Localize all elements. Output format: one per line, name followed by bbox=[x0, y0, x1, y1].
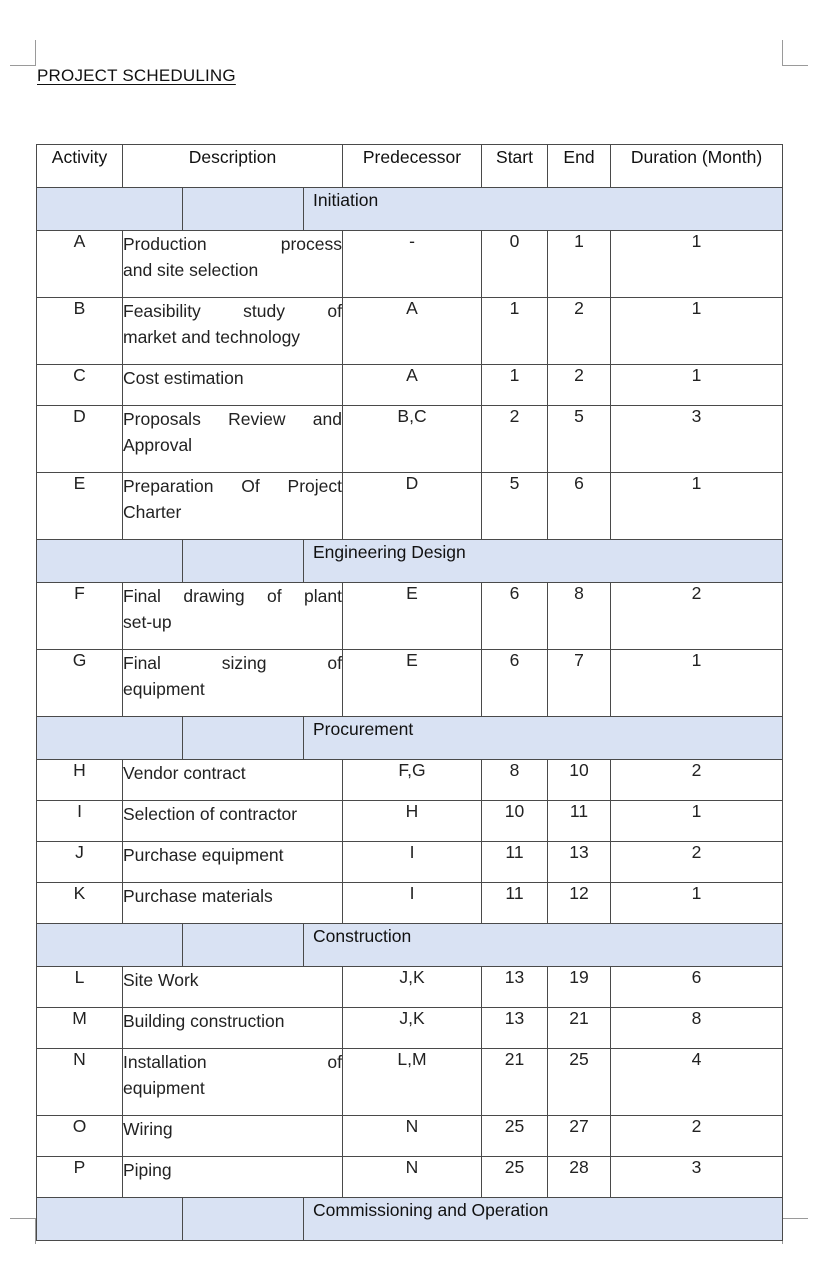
duration: 1 bbox=[611, 365, 783, 406]
activity-id: N bbox=[37, 1049, 123, 1116]
predecessor: B,C bbox=[343, 406, 482, 473]
crop-mark-top-right-h bbox=[782, 65, 808, 66]
activity-description: Cost estimation bbox=[123, 365, 343, 406]
header-predecessor: Predecessor bbox=[343, 145, 482, 188]
predecessor: J,K bbox=[343, 1008, 482, 1049]
predecessor: I bbox=[343, 842, 482, 883]
header-activity: Activity bbox=[37, 145, 123, 188]
table-row bbox=[37, 883, 783, 924]
activity-id: A bbox=[37, 231, 123, 298]
activity-description: Feasibility study of market and technology bbox=[123, 298, 343, 365]
activity-id: J bbox=[37, 842, 123, 883]
end: 21 bbox=[548, 1008, 611, 1049]
start: 10 bbox=[482, 801, 548, 842]
document-title: PROJECT SCHEDULING bbox=[37, 66, 236, 85]
start: 25 bbox=[482, 1116, 548, 1157]
table-row bbox=[37, 760, 783, 801]
table-row bbox=[37, 473, 783, 540]
predecessor: A bbox=[343, 298, 482, 365]
end: 2 bbox=[548, 365, 611, 406]
activity-description: Installation of equipment bbox=[123, 1049, 343, 1116]
duration: 2 bbox=[611, 842, 783, 883]
activity-description: Final sizing of equipment bbox=[123, 650, 343, 717]
start: 1 bbox=[482, 365, 548, 406]
predecessor: D bbox=[343, 473, 482, 540]
table-row bbox=[37, 1157, 783, 1198]
predecessor: H bbox=[343, 801, 482, 842]
activity-id: F bbox=[37, 583, 123, 650]
end: 5 bbox=[548, 406, 611, 473]
start: 21 bbox=[482, 1049, 548, 1116]
end: 27 bbox=[548, 1116, 611, 1157]
header-start: Start bbox=[482, 145, 548, 188]
end: 25 bbox=[548, 1049, 611, 1116]
end: 13 bbox=[548, 842, 611, 883]
phase-title: Initiation bbox=[304, 188, 783, 231]
header-row bbox=[37, 145, 783, 188]
phase-row-construction bbox=[37, 924, 783, 967]
activity-description: Vendor contract bbox=[123, 760, 343, 801]
activity-description: Purchase equipment bbox=[123, 842, 343, 883]
predecessor: E bbox=[343, 650, 482, 717]
predecessor: A bbox=[343, 365, 482, 406]
phase-title: Construction bbox=[304, 924, 783, 967]
duration: 1 bbox=[611, 231, 783, 298]
phase-title: Commissioning and Operation bbox=[304, 1198, 783, 1241]
activity-description: Final drawing of plant set-up bbox=[123, 583, 343, 650]
table-row bbox=[37, 583, 783, 650]
activity-id: K bbox=[37, 883, 123, 924]
predecessor: N bbox=[343, 1116, 482, 1157]
crop-mark-top-left-h bbox=[10, 65, 36, 66]
activity-id: H bbox=[37, 760, 123, 801]
activity-id: D bbox=[37, 406, 123, 473]
crop-mark-bottom-right-h bbox=[782, 1218, 808, 1219]
phase-title: Engineering Design bbox=[304, 540, 783, 583]
predecessor: J,K bbox=[343, 967, 482, 1008]
duration: 1 bbox=[611, 473, 783, 540]
activity-id: M bbox=[37, 1008, 123, 1049]
table-row bbox=[37, 406, 783, 473]
table-row bbox=[37, 1008, 783, 1049]
table-row bbox=[37, 1116, 783, 1157]
activity-id: B bbox=[37, 298, 123, 365]
predecessor: - bbox=[343, 231, 482, 298]
activity-description: Production process and site selection bbox=[123, 231, 343, 298]
end: 6 bbox=[548, 473, 611, 540]
end: 11 bbox=[548, 801, 611, 842]
duration: 4 bbox=[611, 1049, 783, 1116]
activity-description: Site Work bbox=[123, 967, 343, 1008]
end: 7 bbox=[548, 650, 611, 717]
start: 25 bbox=[482, 1157, 548, 1198]
table-row bbox=[37, 298, 783, 365]
duration: 2 bbox=[611, 583, 783, 650]
table-row bbox=[37, 967, 783, 1008]
end: 12 bbox=[548, 883, 611, 924]
end: 10 bbox=[548, 760, 611, 801]
activity-id: O bbox=[37, 1116, 123, 1157]
start: 8 bbox=[482, 760, 548, 801]
start: 11 bbox=[482, 842, 548, 883]
end: 8 bbox=[548, 583, 611, 650]
predecessor: F,G bbox=[343, 760, 482, 801]
phase-row-procurement bbox=[37, 717, 783, 760]
start: 6 bbox=[482, 583, 548, 650]
table-row bbox=[37, 650, 783, 717]
start: 1 bbox=[482, 298, 548, 365]
table-row bbox=[37, 231, 783, 298]
start: 2 bbox=[482, 406, 548, 473]
start: 5 bbox=[482, 473, 548, 540]
start: 13 bbox=[482, 967, 548, 1008]
activity-id: E bbox=[37, 473, 123, 540]
header-duration: Duration (Month) bbox=[611, 145, 783, 188]
start: 11 bbox=[482, 883, 548, 924]
duration: 1 bbox=[611, 650, 783, 717]
header-description: Description bbox=[123, 145, 343, 188]
activity-description: Preparation Of Project Charter bbox=[123, 473, 343, 540]
activity-description: Building construction bbox=[123, 1008, 343, 1049]
activity-description: Proposals Review and Approval bbox=[123, 406, 343, 473]
activity-description: Piping bbox=[123, 1157, 343, 1198]
activity-id: L bbox=[37, 967, 123, 1008]
phase-row-initiation bbox=[37, 188, 783, 231]
duration: 8 bbox=[611, 1008, 783, 1049]
end: 1 bbox=[548, 231, 611, 298]
activity-id: P bbox=[37, 1157, 123, 1198]
activity-id: G bbox=[37, 650, 123, 717]
table-row bbox=[37, 842, 783, 883]
predecessor: L,M bbox=[343, 1049, 482, 1116]
table-row bbox=[37, 365, 783, 406]
duration: 6 bbox=[611, 967, 783, 1008]
crop-mark-bottom-left-h bbox=[10, 1218, 36, 1219]
phase-title: Procurement bbox=[304, 717, 783, 760]
start: 13 bbox=[482, 1008, 548, 1049]
crop-mark-top-right-v bbox=[782, 40, 783, 66]
duration: 1 bbox=[611, 801, 783, 842]
crop-mark-top-left-v bbox=[35, 40, 36, 66]
end: 19 bbox=[548, 967, 611, 1008]
predecessor: E bbox=[343, 583, 482, 650]
activity-description: Purchase materials bbox=[123, 883, 343, 924]
activity-description: Selection of contractor bbox=[123, 801, 343, 842]
duration: 2 bbox=[611, 760, 783, 801]
activity-id: I bbox=[37, 801, 123, 842]
duration: 1 bbox=[611, 298, 783, 365]
start: 0 bbox=[482, 231, 548, 298]
activity-description: Wiring bbox=[123, 1116, 343, 1157]
duration: 3 bbox=[611, 1157, 783, 1198]
duration: 2 bbox=[611, 1116, 783, 1157]
duration: 1 bbox=[611, 883, 783, 924]
duration: 3 bbox=[611, 406, 783, 473]
end: 28 bbox=[548, 1157, 611, 1198]
phase-row-engineering-design bbox=[37, 540, 783, 583]
predecessor: N bbox=[343, 1157, 482, 1198]
predecessor: I bbox=[343, 883, 482, 924]
schedule-table bbox=[36, 144, 783, 1241]
end: 2 bbox=[548, 298, 611, 365]
activity-id: C bbox=[37, 365, 123, 406]
header-end: End bbox=[548, 145, 611, 188]
table-row bbox=[37, 1049, 783, 1116]
phase-row-commissioning bbox=[37, 1198, 783, 1241]
start: 6 bbox=[482, 650, 548, 717]
table-row bbox=[37, 801, 783, 842]
